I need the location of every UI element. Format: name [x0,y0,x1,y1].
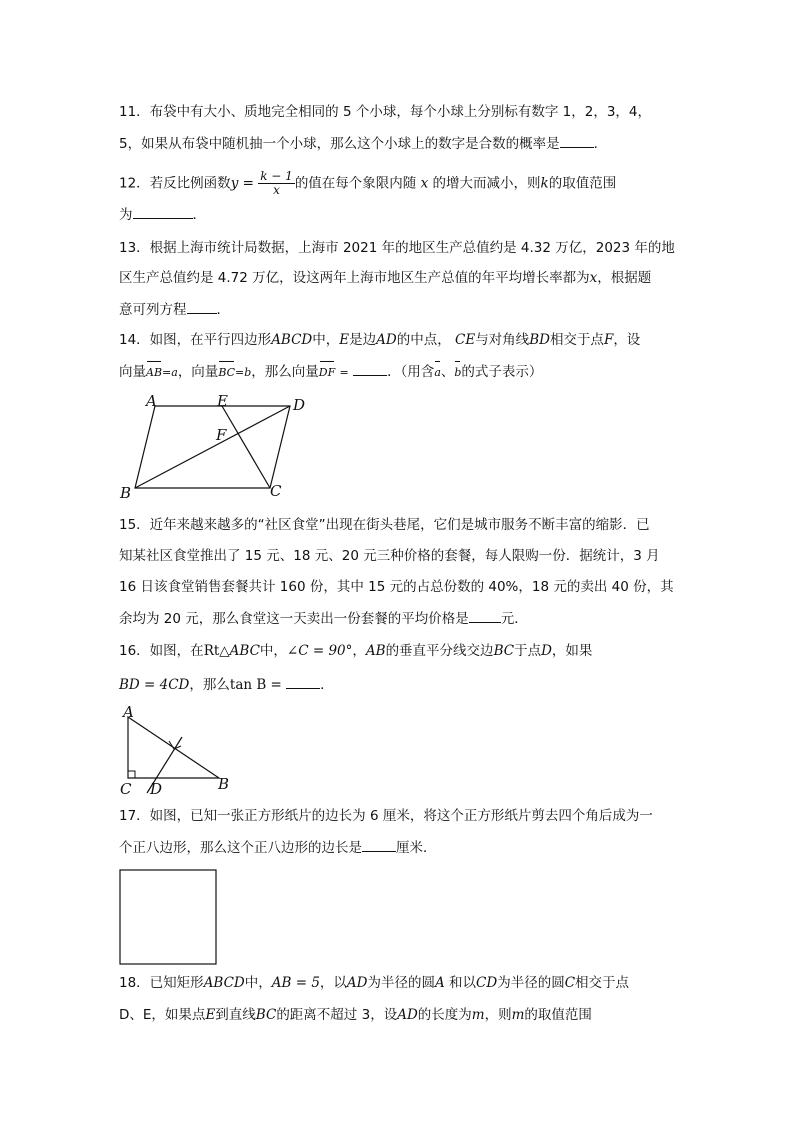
q15-line3: 16 日该食堂销售套餐共计 160 份，其中 15 元的占总份数的 40%，18 元的卖出 40 份，其 [119,579,674,595]
q12-mid1: 的值在每个象限内随 [294,175,417,192]
q12-line2-text: 为 [119,207,133,223]
q14-label-e: E [217,392,228,410]
q18-line1 [119,973,629,993]
q14-line2 [119,361,542,383]
q14-sep: 、 [440,364,455,380]
q15-answer-blank[interactable] [469,608,501,623]
q17-square-figure [119,869,219,966]
q11-end: ． [593,136,608,152]
q16-line1 [119,641,592,661]
q13-line2-pre: 区生产总值约是 4.72 万亿，设这两年上海市地区生产总值的年平均增长率都为 [119,270,590,286]
q18-l2c: 的距离不超过 3，设 [276,1007,398,1023]
q12-frac-den: x [273,183,280,197]
q13-line2-post: ，根据题 [597,270,652,286]
q14-label-f: F [216,426,227,444]
q16-t1: 中， [259,643,287,659]
q14-l2a: 向量 [119,364,146,380]
q13-end: ． [216,302,230,318]
q11-answer-blank[interactable] [560,133,594,148]
q14-label-a: A [146,392,157,410]
q17-line2-post: 厘米． [396,840,437,856]
q18-m2: m [511,1007,525,1023]
q14-segment-ce [222,406,270,488]
q14-t4: 与对角线 [475,332,530,348]
q18-l2f: 的取值范围 [524,1007,592,1023]
q18-line2 [119,1005,592,1025]
q14-vec-ab: AB [146,363,162,383]
q14-ad: AD [376,332,397,348]
q14-l2e: 的式子表示） [461,364,543,380]
q12-k: k [540,175,549,192]
q13-line3 [119,299,230,320]
q12-pre: 12．若反比例函数 [119,175,231,192]
q14-bd: BD [529,332,550,348]
q14-vec-a: a [434,363,441,383]
q16-label-b: B [218,775,230,793]
q18-a: A [435,975,445,991]
q14-f: F [603,332,614,348]
q12-answer-blank[interactable] [133,204,193,219]
q14-t5: 相交于点 [549,332,604,348]
q16-abc: ABC [229,643,260,659]
q18-t1: 中， [244,975,272,991]
q13-line2 [119,268,651,288]
q16-t6: ，那么 [189,677,230,693]
q18-l2e: ，则 [484,1007,512,1023]
q11-line1: 11．布袋中有大小、质地完全相同的 5 个小球，每个小球上分别标有数字 1，2，3，4， [119,104,651,120]
q14-t2: 是边 [349,332,377,348]
q18-l2d: 的长度为 [417,1007,472,1023]
q15-line2: 知某社区食堂推出了 15 元、18 元、20 元三种价格的套餐，每人限购一份．据统计，3 月 [119,548,660,564]
q16-end: ． [320,677,334,693]
q15-line4-pre: 余均为 20 元，那么食堂这一天卖出一份套餐的平均价格是 [119,611,469,627]
q15-line4-post: 元． [500,611,528,627]
q16-t2: ， [352,643,366,659]
q14-eq-a: =a [162,366,178,379]
q18-abcd: ABCD [203,975,245,991]
q16-tan: tan B = [229,677,282,693]
q18-bc: BC [255,1007,277,1023]
q14-line1 [119,330,640,350]
q18-t5: 为半径的圆 [497,975,565,991]
q18-l2b: 到直线 [215,1007,256,1023]
q14-vec-bc: BC [218,363,235,383]
q13-x: x [589,270,598,286]
q12-fraction [258,170,295,197]
q18-pre: 18．已知矩形 [119,975,204,991]
q18-l2a: D、E，如果点 [119,1007,206,1023]
q17-line1: 17．如图，已知一张正方形纸片的边长为 6 厘米，将这个正方形纸片剪去四个角后成为一 [119,808,653,824]
q14-ce: CE [455,332,476,348]
q17-line2 [119,837,437,858]
q11-line2 [119,133,607,154]
q12-end: ． [192,207,206,223]
q15-line4 [119,608,528,629]
q14-eq-b: =b [235,366,252,379]
q11-text: 5，如果从布袋中随机抽一个小球，那么这个小球上的数字是合数的概率是 [119,136,560,152]
q18-e: E [205,1007,216,1023]
q16-d: D [541,643,552,659]
q14-eq: = [339,366,349,379]
q16-line2 [119,674,334,695]
q16-rt: Rt△ [203,643,230,659]
q16-t4: 于点 [514,643,542,659]
q14-t1: 中， [312,332,340,348]
q14-label-d: D [293,396,306,414]
q16-ab: AB [365,643,386,659]
q18-t2: ，以 [319,975,347,991]
q17-answer-blank[interactable] [362,837,396,852]
q12-x: x [420,175,429,192]
q18-m: m [471,1007,485,1023]
q14-pre: 14．如图，在平行四边形 [119,332,272,348]
q14-e: E [339,332,350,348]
q13-line3-text: 意可列方程 [119,302,187,318]
q14-l2b: ，向量 [177,364,219,380]
q14-label-b: B [120,484,132,502]
q16-label-c: C [120,780,132,798]
q18-t6: 相交于点 [575,975,630,991]
q16-right-angle-mark [128,771,135,778]
q14-l2d: ．（用含 [387,364,435,380]
q16-label-a: A [123,703,134,721]
q16-pre: 16．如图，在 [119,643,204,659]
q14-vec-b: b [454,363,461,383]
q12-line2 [119,204,206,225]
q14-label-c: C [270,482,282,500]
q16-label-d: D [150,780,163,798]
q13-answer-blank[interactable] [187,299,217,314]
q16-t5: ，如果 [551,643,593,659]
q16-answer-blank[interactable] [286,674,320,689]
q16-t3: 的垂直平分线交边 [385,643,494,659]
q16-bc: BC [493,643,515,659]
q13-line1: 13．根据上海市统计局数据，上海市 2021 年的地区生产总值约是 4.32 万亿，2023 年的地 [119,240,675,256]
q12-y-eq: y = [230,175,254,192]
q14-diagonal-bd [135,406,290,488]
q17-square [120,870,216,964]
q18-ad: AD [346,975,368,991]
q16-bd: BD = 4CD [119,677,190,693]
q12-mid2: 的增大而减小，则 [432,175,541,192]
q12-frac-num: k − 1 [260,169,293,183]
q14-abcd: ABCD [271,332,313,348]
q18-t4: 和以 [449,975,477,991]
q18-t3: 为半径的圆 [367,975,435,991]
q14-vec-df: DF [319,363,335,383]
q12-post: 的取值范围 [548,175,617,192]
q17-line2-pre: 个正八边形，那么这个正八边形的边长是 [119,840,362,856]
q14-l2c: ，那么向量 [251,364,319,380]
q12-line1 [119,170,616,197]
q14-t6: ，设 [613,332,641,348]
q18-ab5: AB = 5 [271,975,320,991]
q14-t3: 的中点， [396,332,451,348]
q18-c: C [564,975,576,991]
q18-ad2: AD [397,1007,418,1023]
q15-line1: 15．近年来越来越多的“社区食堂”出现在街头巷尾，它们是城市服务不断丰富的缩影．已 [119,517,650,533]
q16-triangle-figure [112,703,237,798]
q16-angle: ∠C = 90° [286,643,353,659]
q18-cd: CD [476,975,498,991]
q14-parallelogram-figure [110,390,320,505]
q14-answer-blank[interactable] [353,361,387,376]
